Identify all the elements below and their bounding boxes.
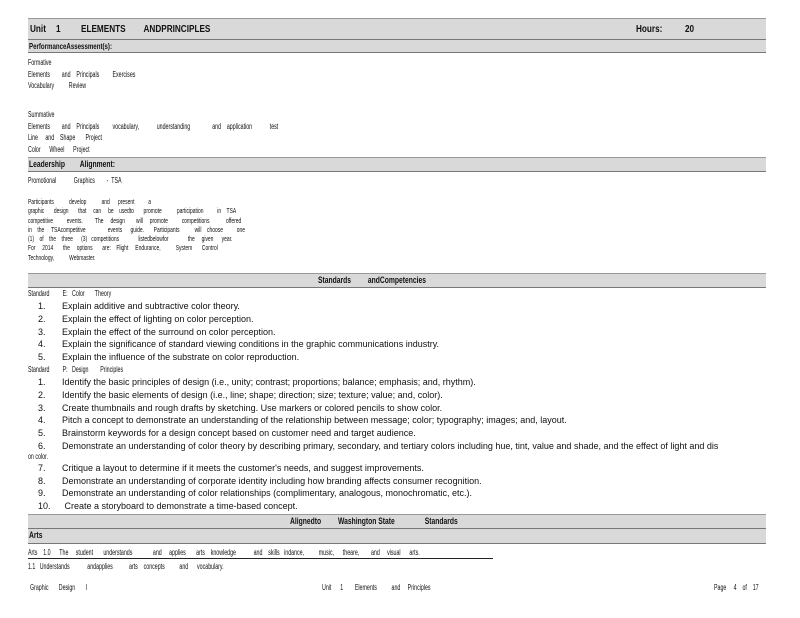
list-item: 9. Demonstrate an understanding of color relationships (complimentary, analogous, monochromatic, etc.). [38, 488, 473, 499]
unit-title: ELEMENTS ANDPRINCIPLES [81, 23, 211, 35]
standards-competencies-heading: Standards andCompetencies [318, 275, 427, 285]
hours-label: Hours: [636, 23, 663, 35]
footer-unit: Unit 1 Elements and Principles [322, 583, 431, 592]
list-item: 7. Critique a layout to determine if it meets the customer's needs, and suggest improvements. [38, 462, 424, 473]
arts-heading: Arts [29, 529, 43, 540]
leadership-alignment-heading: Leadership Alignment: [29, 159, 116, 169]
list-item: 4. Explain the significance of standard viewing conditions in the graphic communications industry. [38, 339, 440, 350]
leadership-body-section [28, 197, 766, 273]
hours-value: 20 [685, 23, 695, 35]
item-6-continuation: on color. [28, 451, 48, 461]
list-item: 1. Identify the basic principles of design (i.e., unity; contrast; proportions; balance; emphasis; and, rhythm). [38, 376, 476, 387]
aligned-standards-heading: Alignedto Washington State Standards [290, 515, 458, 526]
standard-e-header: Standard E: Color Theory [28, 289, 112, 298]
list-item: 2. Identify the basic elements of design (i.e., line; shape; direction; size; texture; value; and, color). [38, 389, 443, 400]
arts-standard-1-0: Arts 1.0 The student understands and applies arts knowledge and skills indance, music, theare, and visual arts. [28, 547, 420, 557]
arts-standard-line [28, 547, 493, 559]
list-item: 3. Explain the effect of the surround on color perception. [38, 326, 276, 337]
unit-header-bar [28, 18, 766, 40]
list-item: 2. Explain the effect of lighting on color perception. [38, 313, 254, 324]
leadership-body: Participants develop and present a graphic design that can be usedto promote participation in TSA competitive events. The design will promote competitions offered in the TSAcompetitive events guide. Participants will choose one (1) of the three (3) competitions listedbelowfor the given year. For 2014 the options are: Flight Endurance, System Control Technology, Webmaster. [28, 197, 245, 262]
formative-text: Formative Elements and Principals Exercises Vocabulary Review [28, 58, 136, 90]
footer-page-number: Page 4 of 17 [714, 583, 759, 592]
footer-course: Graphic Design I [30, 583, 87, 592]
list-item: 10. Create a storyboard to demonstrate a time-based concept. [38, 501, 298, 512]
list-item: 4. Pitch a concept to demonstrate an understanding of the relationship between message; color; typography; images; and, layout. [38, 415, 567, 426]
list-item: 5. Brainstorm keywords for a design concept based on customer need and target audience. [38, 428, 416, 439]
summative-section [28, 109, 766, 157]
list-item: 5. Explain the influence of the substrate on color reproduction. [38, 352, 300, 363]
standard-p-header: Standard P: Design Principles [28, 364, 124, 374]
list-item: 6. Demonstrate an understanding of color theory by describing primary, secondary, and tertiary colors including hue, tint, value and shade, and the effect of light and dis [38, 440, 719, 451]
performance-assessment-heading: PerformanceAssessment(s): [29, 41, 113, 51]
list-item: 1. Explain additive and subtractive color theory. [38, 301, 240, 311]
formative-section [28, 53, 766, 109]
aligned-standards-bar [28, 514, 766, 529]
list-item: 3. Create thumbnails and rough drafts by sketching. Use markers or colored pencils to show color. [38, 402, 443, 413]
standard-p-list-continued [28, 462, 766, 513]
unit-number: 1 [56, 23, 61, 35]
summative-text: Summative Elements and Principals vocabulary, understanding and application test Line and Shape Project Color Wheel Project [28, 110, 279, 154]
arts-heading-bar [28, 529, 766, 544]
unit-label: Unit [30, 23, 46, 35]
list-item: 8. Demonstrate an understanding of corporate identity including how branding affects consumer recognition. [38, 475, 482, 486]
leadership-intro-section [28, 172, 766, 197]
arts-standard-1-1: 1.1 Understands andapplies arts concepts and vocabulary. [28, 561, 224, 571]
document-page [28, 18, 766, 573]
standards-competencies-bar [28, 273, 766, 288]
leadership-intro: Promotional Graphics - TSA [28, 176, 122, 185]
performance-assessment-heading-bar [28, 40, 766, 53]
standard-e-list [28, 300, 766, 364]
leadership-alignment-bar [28, 157, 766, 172]
standard-p-list [28, 376, 766, 453]
